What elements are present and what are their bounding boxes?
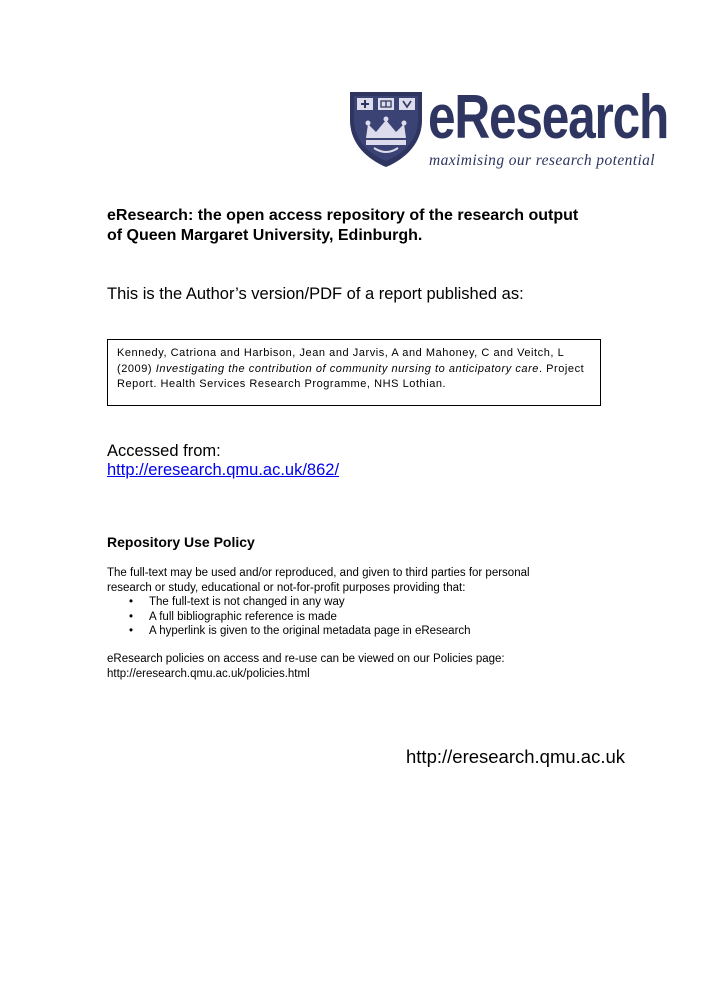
- bullet-icon: •: [129, 625, 134, 637]
- logo-tagline: maximising our research potential: [429, 152, 656, 169]
- accessed-from-link[interactable]: http://eresearch.qmu.ac.uk/862/: [107, 461, 340, 479]
- repository-heading: [107, 206, 627, 246]
- policy-intro: The full-text may be used and/or reproduced, and given to third parties for personal research or study, educational or not-for-profit purposes providing that:: [107, 567, 530, 594]
- policies-note: eResearch policies on access and re-use can be viewed on our Policies page: http://eresearch.qmu.ac.uk/policies.html: [107, 653, 505, 680]
- crown-shield-icon: [348, 90, 424, 168]
- citation-details: . Project Report. Health Services Research Programme, NHS Lothian.: [117, 362, 585, 390]
- list-item: • A full bibliographic reference is made: [129, 610, 337, 623]
- policy-title: Repository Use Policy: [107, 534, 255, 550]
- bullet-icon: •: [129, 596, 134, 608]
- heading-line-2: of Queen Margaret University, Edinburgh.: [107, 227, 423, 244]
- citation-authors: Kennedy, Catriona and Harbison, Jean and Jarvis, A and Mahoney, C and Veitch, L (2009): [117, 347, 564, 375]
- citation-box: [107, 339, 601, 406]
- bullet-icon: •: [129, 610, 134, 623]
- footer-url: http://eresearch.qmu.ac.uk: [406, 746, 626, 767]
- eresearch-logo: [348, 83, 669, 172]
- accessed-from-label: Accessed from:: [107, 442, 221, 460]
- list-item: • A hyperlink is given to the original metadata page in eResearch: [129, 625, 471, 637]
- list-item: • The full-text is not changed in any way: [129, 596, 345, 608]
- version-statement: This is the Author’s version/PDF of a report published as:: [107, 285, 524, 303]
- logo-wordmark: eResearch: [428, 83, 669, 152]
- citation-title: Investigating the contribution of community nursing to anticipatory care: [155, 362, 539, 375]
- policy-list: [107, 595, 471, 639]
- heading-line-1: eResearch: the open access repository of the research output: [107, 207, 579, 224]
